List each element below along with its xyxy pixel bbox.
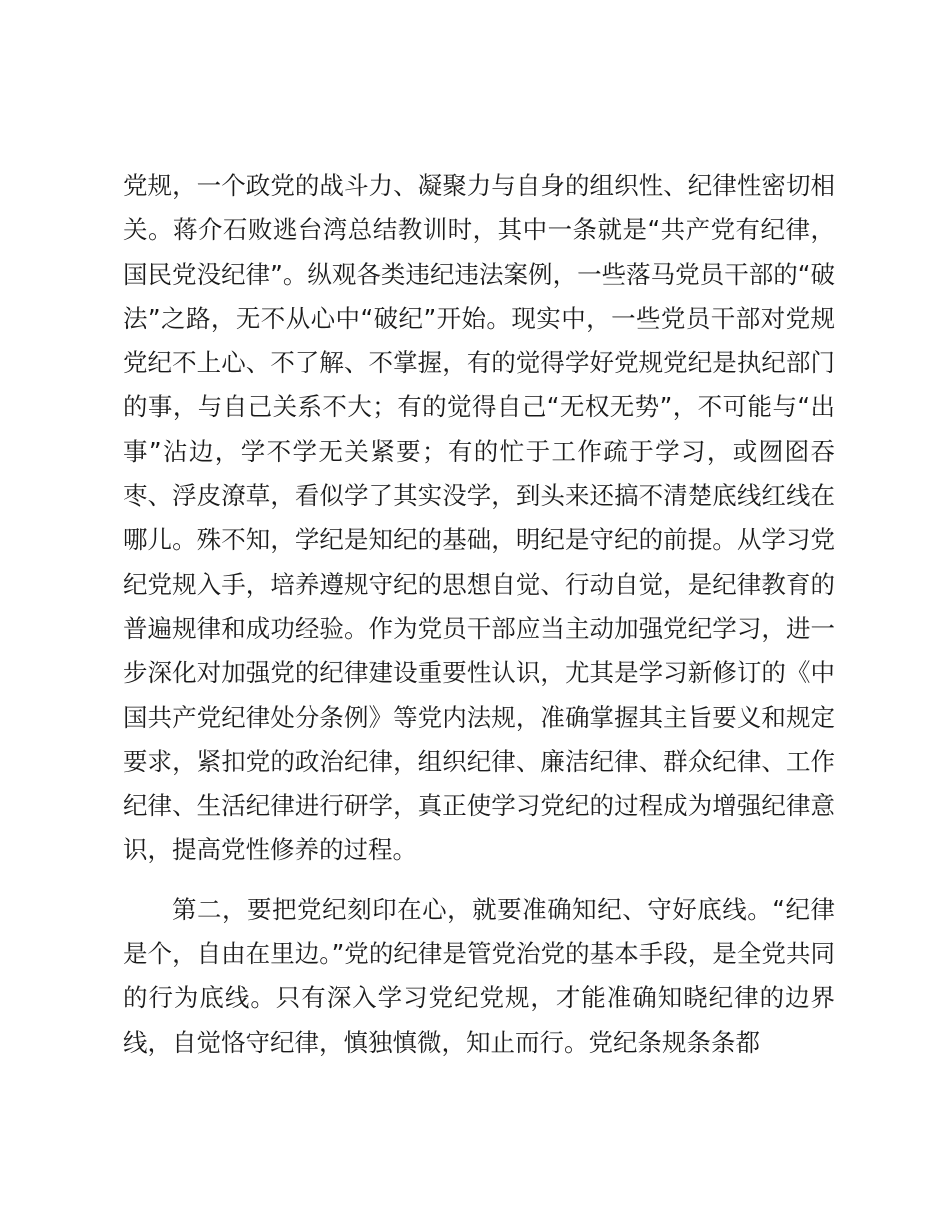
paragraph-2: 第二，要把党纪刻印在心，就要准确知纪、守好底线。“纪律是个，自由在里边。”党的纪律是管党治党的基本手段，是全党共同的行为底线。只有深入学习党纪党规，才能准确知晓纪律的边界线，自觉恪守纪律，慎独慎微，知止而行。党纪条规条条都 (123, 894, 835, 1057)
paragraph-1: 党规，一个政党的战斗力、凝聚力与自身的组织性、纪律性密切相关。蒋介石败逃台湾总结教训时，其中一条就是“共产党有纪律，国民党没纪律”。纵观各类违纪违法案例，一些落马党员干部的“破法”之路，无不从心中“破纪”开始。现实中，一些党员干部对党规党纪不上心、不了解、不掌握，有的觉得学好党规党纪是执纪部门的事，与自己关系不大；有的觉得自己“无权无势”，不可能与“出事”沾边，学不学无关紧要；有的忙于工作疏于学习，或囫囵吞枣、浮皮潦草，看似学了其实没学，到头来还搞不清楚底线红线在哪儿。殊不知，学纪是知纪的基础，明纪是守纪的前提。从学习党纪党规入手，培养遵规守纪的思想自觉、行动自觉，是纪律教育的普遍规律和成功经验。作为党员干部应当主动加强党纪学习，进一步深化对加强党的纪律建设重要性认识，尤其是学习新修订的《中国共产党纪律处分条例》等党内法规，准确掌握其主旨要义和规定要求，紧扣党的政治纪律，组织纪律、廉洁纪律、群众纪律、工作纪律、生活纪律进行研学，真正使学习党纪的过程成为增强纪律意识，提高党性修养的过程。 (123, 171, 835, 865)
document-body (123, 164, 835, 1065)
